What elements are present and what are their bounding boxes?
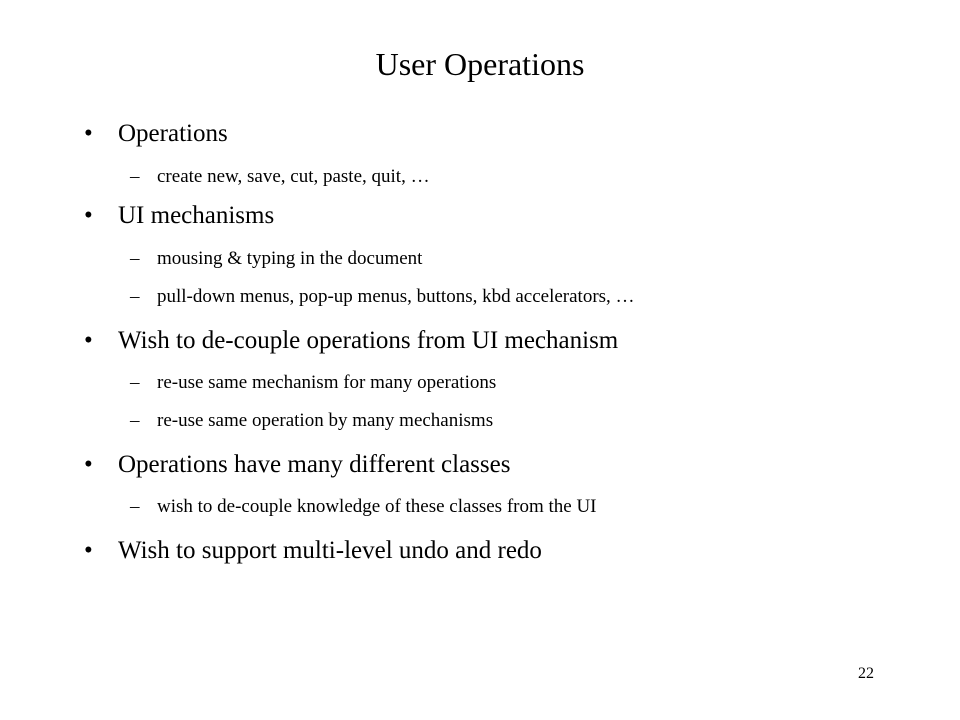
bullet-text: UI mechanisms <box>118 202 275 229</box>
bullet-icon: • <box>84 120 93 147</box>
page-number: 22 <box>858 665 874 682</box>
dash-icon: – <box>130 166 140 187</box>
sub-bullet-text: pull-down menus, pop-up menus, buttons, kbd accelerators, … <box>157 286 635 307</box>
sub-bullet-text: create new, save, cut, paste, quit, … <box>157 166 430 187</box>
dash-icon: – <box>130 372 140 393</box>
bullet-text: Wish to support multi-level undo and redo <box>118 537 542 564</box>
sub-bullet-text: mousing & typing in the document <box>157 248 423 269</box>
sub-bullet-text: wish to de-couple knowledge of these classes from the UI <box>157 496 597 517</box>
bullet-icon: • <box>84 327 93 354</box>
bullet-text: Operations <box>118 120 228 147</box>
bullet-text: Operations have many different classes <box>118 451 511 478</box>
bullet-icon: • <box>84 537 93 564</box>
dash-icon: – <box>130 286 140 307</box>
bullet-text: Wish to de-couple operations from UI mechanism <box>118 327 619 354</box>
dash-icon: – <box>130 496 140 517</box>
dash-icon: – <box>130 248 140 269</box>
sub-bullet-text: re-use same operation by many mechanisms <box>157 410 494 431</box>
bullet-icon: • <box>84 202 93 229</box>
slide-title: User Operations <box>375 46 585 82</box>
dash-icon: – <box>130 410 140 431</box>
sub-bullet-text: re-use same mechanism for many operations <box>157 372 497 393</box>
bullet-icon: • <box>84 451 93 478</box>
